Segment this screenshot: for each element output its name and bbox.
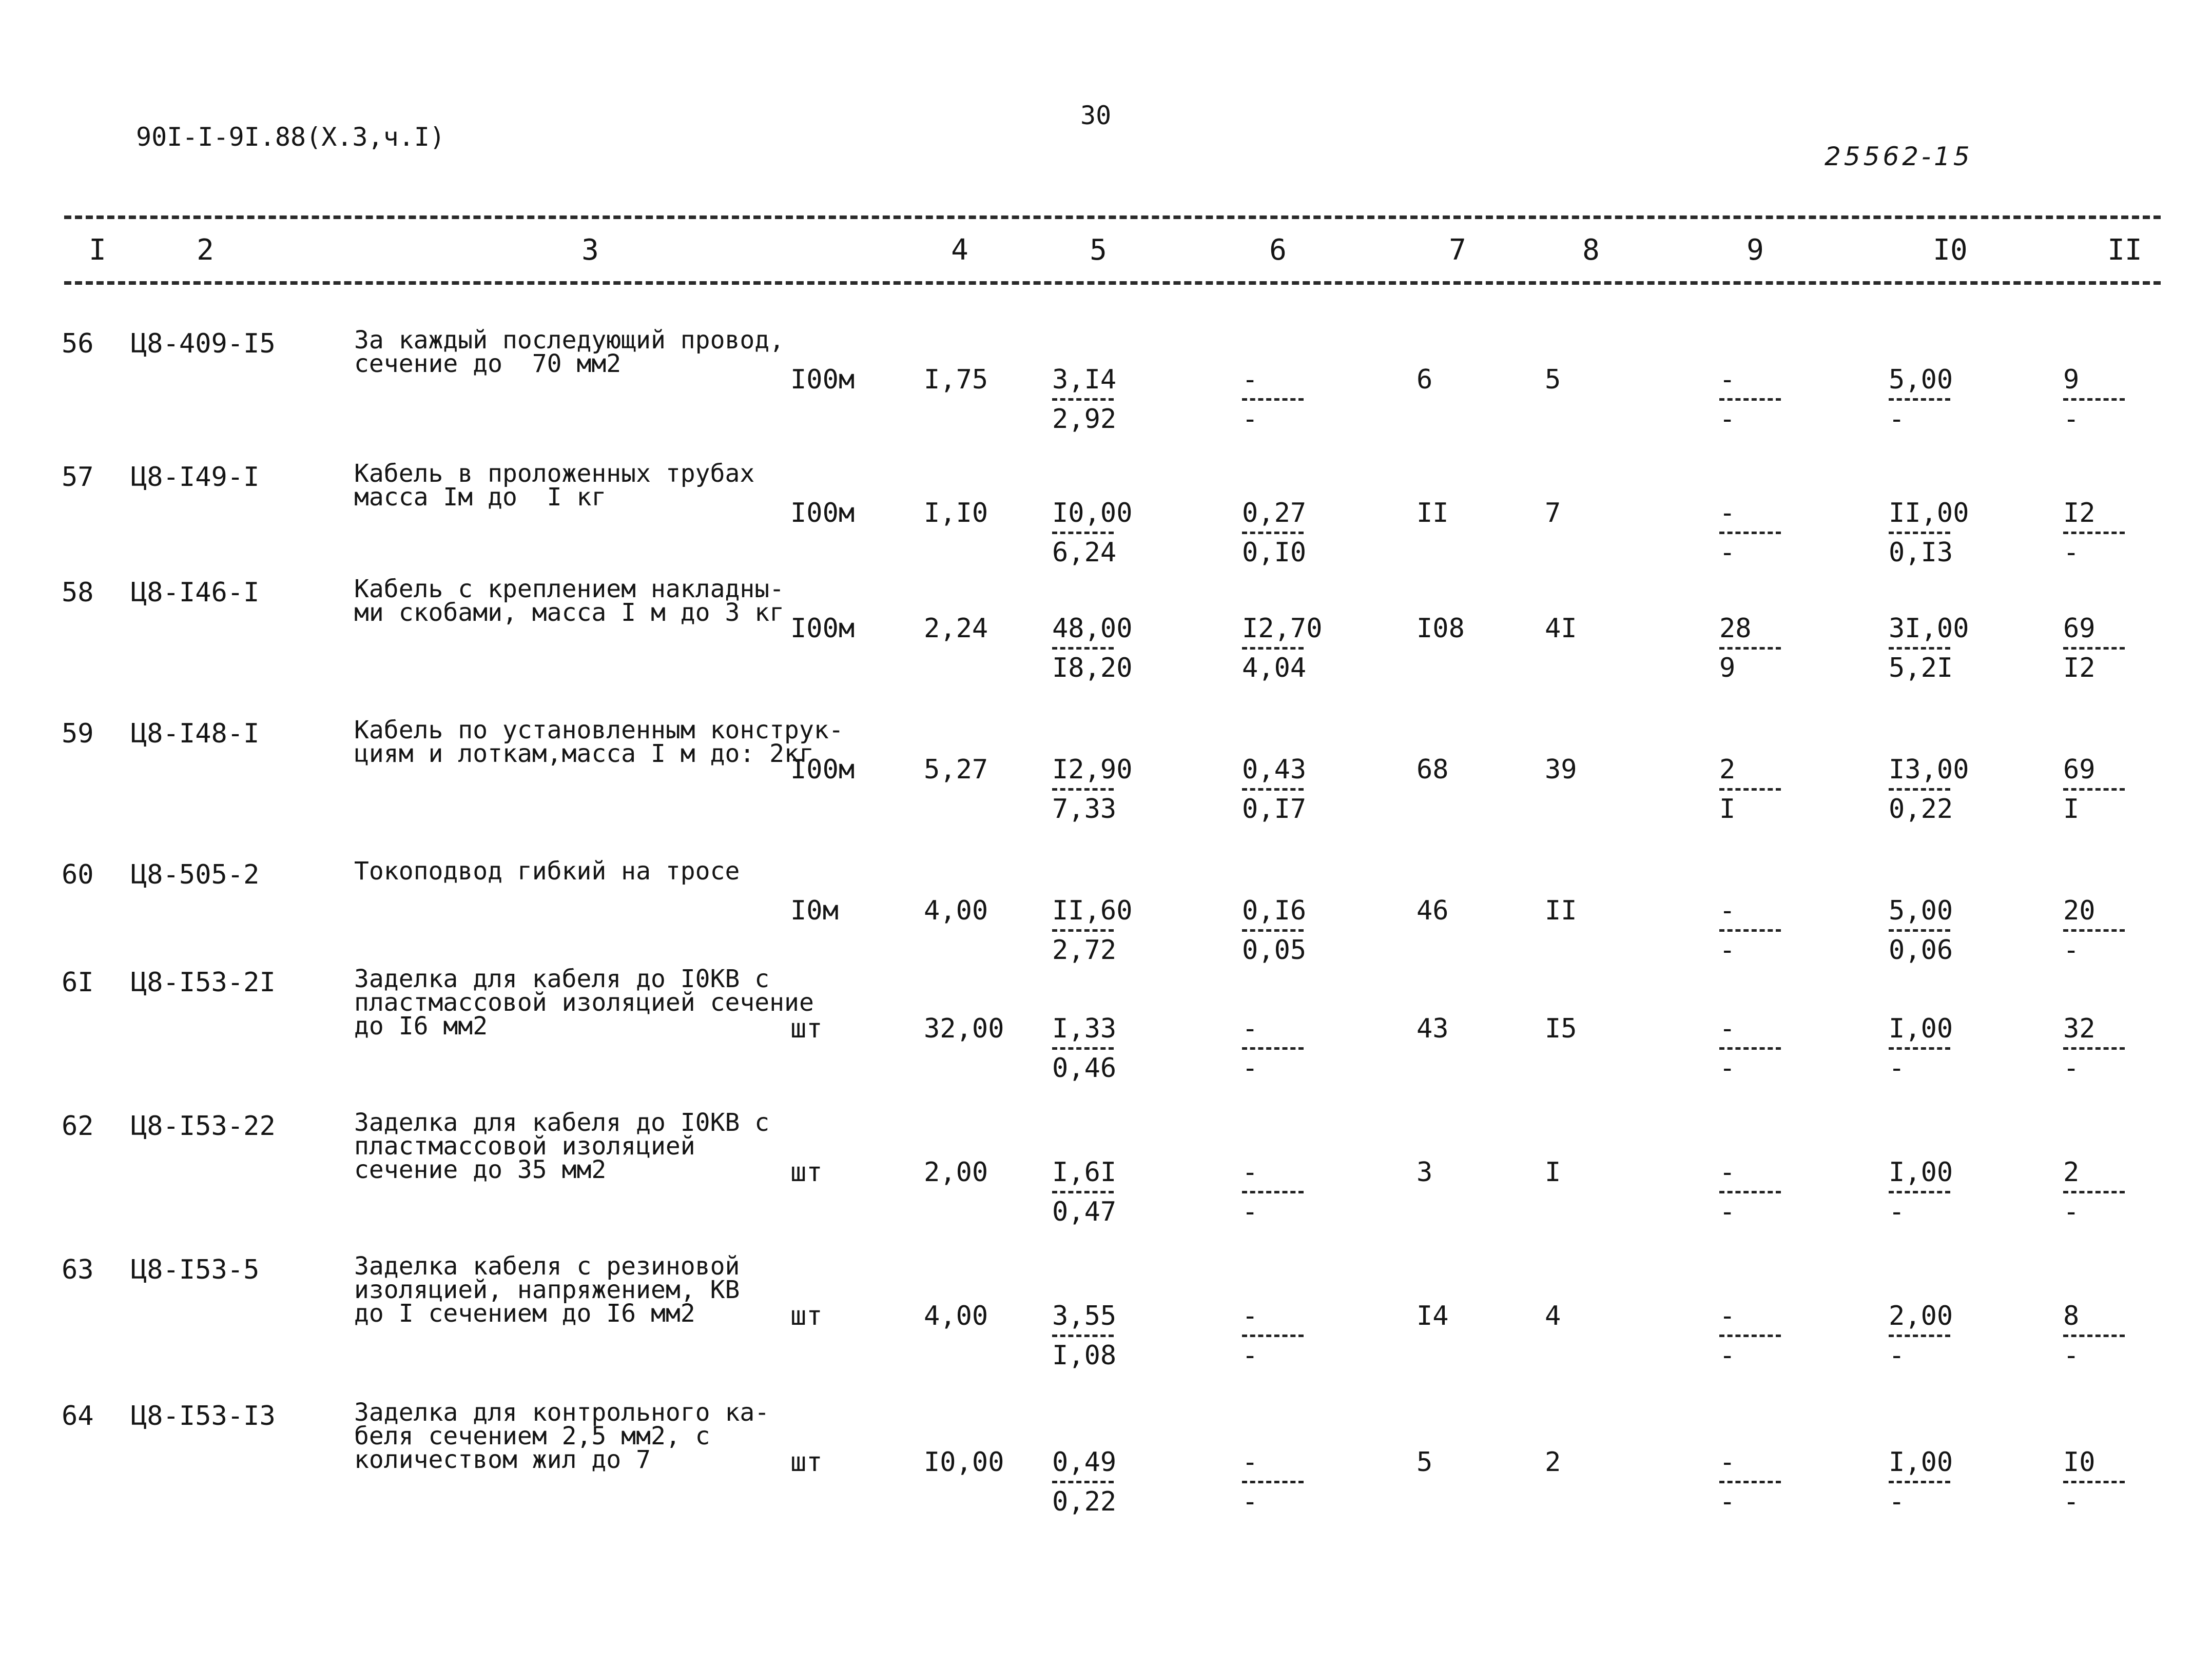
item-code: Ц8-I53-2I [131, 967, 276, 998]
col6-value [1242, 1447, 1360, 1518]
col11-value-numerator: 20 [2063, 895, 2095, 926]
col9-value-denominator: - [1719, 537, 1736, 568]
col9-value [1719, 613, 1837, 684]
row-number: 57 [62, 462, 94, 493]
item-code: Ц8-I48-I [131, 718, 260, 749]
col6-value-denominator: - [1242, 1340, 1258, 1371]
column-number: 4 [951, 233, 968, 267]
fraction-bar [1889, 788, 1950, 791]
col11-value [2063, 1301, 2181, 1372]
col5-value-denominator: 6,24 [1052, 537, 1117, 568]
description-line: количеством жил до 7 [354, 1445, 651, 1474]
item-description [354, 1252, 740, 1328]
fraction-bar [1052, 929, 1114, 932]
col11-value-numerator: I0 [2063, 1447, 2095, 1478]
col10-value-numerator: 3I,00 [1889, 613, 1969, 644]
col5-value-numerator: 3,I4 [1052, 364, 1117, 395]
col6-value-denominator: 0,I7 [1242, 794, 1307, 825]
column-number: II [2107, 233, 2142, 267]
col5-value-numerator: 0,49 [1052, 1447, 1117, 1478]
col7-value: 43 [1417, 1013, 1449, 1044]
col5-value-denominator: 0,22 [1052, 1486, 1117, 1517]
col11-value [2063, 498, 2181, 569]
col11-value [2063, 754, 2181, 826]
item-description [354, 965, 814, 1041]
col11-value-denominator: - [2063, 404, 2080, 435]
col10-value-denominator: 5,2I [1889, 653, 1953, 683]
col11-value [2063, 1157, 2181, 1228]
fraction-bar [2063, 647, 2125, 650]
col5-value-denominator: I8,20 [1052, 653, 1133, 683]
col10-value-denominator: - [1889, 404, 1905, 435]
header-top-rule [64, 215, 2161, 219]
col5-value-numerator: I,33 [1052, 1013, 1117, 1044]
col6-value [1242, 613, 1360, 684]
description-line: Заделка кабеля с резиновой [354, 1252, 740, 1281]
col8-value: I5 [1545, 1013, 1577, 1044]
col11-value [2063, 1013, 2181, 1085]
col10-value-numerator: 5,00 [1889, 364, 1953, 395]
col10-value [1889, 1157, 2007, 1228]
row-number: 56 [62, 328, 94, 359]
col6-value-numerator: - [1242, 1301, 1258, 1331]
description-line: ми скобами, масса I м до 3 кг [354, 598, 785, 627]
col5-value-numerator: II,60 [1052, 895, 1133, 926]
fraction-bar [1889, 1481, 1950, 1483]
col6-value-numerator: - [1242, 1157, 1258, 1188]
col8-value: 5 [1545, 364, 1561, 395]
col11-value-denominator: - [2063, 1053, 2080, 1084]
col10-value [1889, 1301, 2007, 1372]
col9-value-numerator: - [1719, 364, 1736, 395]
fraction-bar [1052, 1047, 1114, 1050]
fraction-bar [2063, 788, 2125, 791]
fraction-bar [1242, 1335, 1304, 1337]
item-description [354, 459, 755, 512]
col8-value: 2 [1545, 1447, 1561, 1478]
column-number: 3 [581, 233, 599, 267]
col9-value-numerator: - [1719, 895, 1736, 926]
unit: I00м [790, 754, 855, 785]
col5-value [1052, 1447, 1170, 1518]
col11-value [2063, 613, 2181, 684]
column-number: 2 [197, 233, 214, 267]
fraction-bar [2063, 532, 2125, 534]
col11-value-numerator: 32 [2063, 1013, 2095, 1044]
col7-value: I4 [1417, 1301, 1449, 1331]
col11-value-denominator: I2 [2063, 653, 2095, 683]
col10-value [1889, 498, 2007, 569]
col10-value [1889, 613, 2007, 684]
description-line: Токоподвод гибкий на тросе [354, 857, 740, 886]
description-line: сечение до 70 мм2 [354, 349, 622, 378]
unit: шт [790, 1301, 823, 1331]
fraction-bar [1889, 1335, 1950, 1337]
col6-value [1242, 754, 1360, 826]
col6-value-numerator: - [1242, 364, 1258, 395]
col6-value-numerator: I2,70 [1242, 613, 1323, 644]
description-line: до I сечением до I6 мм2 [354, 1299, 695, 1328]
col9-value-denominator: - [1719, 1053, 1736, 1084]
col5-value [1052, 895, 1170, 967]
fraction-bar [1719, 647, 1781, 650]
fraction-bar [1889, 1191, 1950, 1193]
col11-value-numerator: 69 [2063, 613, 2095, 644]
col9-value-numerator: - [1719, 1013, 1736, 1044]
item-description [354, 857, 740, 886]
col7-value: 6 [1417, 364, 1433, 395]
col10-value-numerator: 5,00 [1889, 895, 1953, 926]
item-description [354, 718, 844, 766]
col11-value-numerator: 8 [2063, 1301, 2080, 1331]
col10-value [1889, 1447, 2007, 1518]
col9-value-denominator: I [1719, 794, 1736, 825]
unit: I0м [790, 895, 839, 926]
col9-value [1719, 1447, 1837, 1518]
col5-value-denominator: 7,33 [1052, 794, 1117, 825]
quantity: 2,00 [924, 1157, 988, 1188]
description-line: Заделка для кабеля до I0КВ с [354, 965, 770, 993]
col11-value-denominator: - [2063, 1340, 2080, 1371]
row-number: 58 [62, 577, 94, 608]
col11-value-denominator: - [2063, 537, 2080, 568]
description-line: Заделка для кабеля до I0КВ с [354, 1108, 770, 1137]
col6-value-denominator: - [1242, 1486, 1258, 1517]
fraction-bar [1242, 788, 1304, 791]
fraction-bar [2063, 1481, 2125, 1483]
col9-value-numerator: 28 [1719, 613, 1752, 644]
col7-value: 46 [1417, 895, 1449, 926]
description-line: изоляцией, напряжением, КВ [354, 1276, 740, 1304]
col10-value-denominator: - [1889, 1340, 1905, 1371]
col9-value-numerator: - [1719, 1157, 1736, 1188]
fraction-bar [1242, 398, 1304, 401]
col9-value-numerator: - [1719, 1301, 1736, 1331]
col10-value [1889, 754, 2007, 826]
item-description [354, 1108, 770, 1184]
description-line: беля сечением 2,5 мм2, с [354, 1422, 710, 1450]
col9-value [1719, 895, 1837, 967]
col10-value-numerator: I3,00 [1889, 754, 1969, 785]
col6-value [1242, 364, 1360, 436]
fraction-bar [1719, 532, 1781, 534]
col10-value-numerator: II,00 [1889, 498, 1969, 528]
col6-value-numerator: 0,I6 [1242, 895, 1307, 926]
unit: шт [790, 1447, 823, 1478]
col11-value-numerator: 69 [2063, 754, 2095, 785]
col7-value: I08 [1417, 613, 1465, 644]
fraction-bar [1719, 398, 1781, 401]
col9-value-denominator: - [1719, 1340, 1736, 1371]
col10-value-numerator: I,00 [1889, 1447, 1953, 1478]
col6-value-denominator: 0,05 [1242, 935, 1307, 966]
quantity: 32,00 [924, 1013, 1004, 1044]
col10-value-denominator: - [1889, 1486, 1905, 1517]
col10-value-numerator: I,00 [1889, 1013, 1953, 1044]
col9-value-denominator: - [1719, 1197, 1736, 1227]
col10-value-denominator: - [1889, 1197, 1905, 1227]
unit: I00м [790, 613, 855, 644]
col5-value-numerator: I,6I [1052, 1157, 1117, 1188]
col10-value-denominator: 0,I3 [1889, 537, 1953, 568]
col5-value [1052, 364, 1170, 436]
fraction-bar [1052, 647, 1114, 650]
column-number: 8 [1582, 233, 1600, 267]
col7-value: 3 [1417, 1157, 1433, 1188]
unit: I00м [790, 364, 855, 395]
row-number: 60 [62, 859, 94, 890]
col11-value [2063, 1447, 2181, 1518]
quantity: 5,27 [924, 754, 988, 785]
row-number: 64 [62, 1401, 94, 1431]
col10-value-denominator: 0,06 [1889, 935, 1953, 966]
row-number: 62 [62, 1111, 94, 1142]
fraction-bar [1719, 1335, 1781, 1337]
col8-value: II [1545, 895, 1577, 926]
row-number: 63 [62, 1254, 94, 1285]
col11-value-numerator: 2 [2063, 1157, 2080, 1188]
fraction-bar [1052, 1191, 1114, 1193]
col8-value: 4 [1545, 1301, 1561, 1331]
col5-value-denominator: 2,72 [1052, 935, 1117, 966]
description-line: до I6 мм2 [354, 1012, 488, 1041]
col6-value-denominator: 4,04 [1242, 653, 1307, 683]
column-number: 5 [1090, 233, 1107, 267]
fraction-bar [1242, 647, 1304, 650]
col8-value: 4I [1545, 613, 1577, 644]
fraction-bar [1889, 398, 1950, 401]
col9-value-denominator: - [1719, 1486, 1736, 1517]
fraction-bar [2063, 1191, 2125, 1193]
description-line: циям и лоткам,масса I м до: 2кг [354, 739, 814, 768]
column-number: 9 [1747, 233, 1764, 267]
col8-value: 7 [1545, 498, 1561, 528]
fraction-bar [1719, 1191, 1781, 1193]
fraction-bar [1719, 929, 1781, 932]
col9-value [1719, 364, 1837, 436]
fraction-bar [2063, 1335, 2125, 1337]
col6-value-numerator: 0,27 [1242, 498, 1307, 528]
description-line: Кабель по установленным конструк- [354, 716, 844, 744]
column-number: I [89, 233, 106, 267]
col5-value [1052, 1301, 1170, 1372]
fraction-bar [1052, 532, 1114, 534]
fraction-bar [1719, 1481, 1781, 1483]
column-number: 6 [1269, 233, 1287, 267]
col9-value-denominator: - [1719, 935, 1736, 966]
col6-value [1242, 1301, 1360, 1372]
col6-value-denominator: - [1242, 1053, 1258, 1084]
fraction-bar [1052, 788, 1114, 791]
fraction-bar [1889, 532, 1950, 534]
col10-value [1889, 895, 2007, 967]
col5-value [1052, 613, 1170, 684]
stamp-number: 25562-15 [1825, 142, 1973, 171]
col5-value-numerator: I0,00 [1052, 498, 1133, 528]
col9-value [1719, 1301, 1837, 1372]
col5-value-numerator: I2,90 [1052, 754, 1133, 785]
col6-value [1242, 1157, 1360, 1228]
col10-value-denominator: - [1889, 1053, 1905, 1084]
description-line: За каждый последующий провод, [354, 326, 785, 355]
fraction-bar [1242, 929, 1304, 932]
item-code: Ц8-I49-I [131, 462, 260, 493]
col6-value [1242, 498, 1360, 569]
column-number: 7 [1449, 233, 1466, 267]
col5-value-denominator: 2,92 [1052, 404, 1117, 435]
unit: I00м [790, 498, 855, 528]
description-line: Кабель в проложенных трубах [354, 459, 755, 488]
col9-value [1719, 1157, 1837, 1228]
unit: шт [790, 1013, 823, 1044]
col5-value-numerator: 48,00 [1052, 613, 1133, 644]
col11-value-denominator: - [2063, 1197, 2080, 1227]
col11-value-denominator: - [2063, 935, 2080, 966]
col9-value-numerator: - [1719, 498, 1736, 528]
col11-value-numerator: I2 [2063, 498, 2095, 528]
description-line: сечение до 35 мм2 [354, 1155, 607, 1184]
item-code: Ц8-I53-5 [131, 1254, 260, 1285]
col11-value-numerator: 9 [2063, 364, 2080, 395]
col6-value-denominator: - [1242, 404, 1258, 435]
col9-value-denominator: - [1719, 404, 1736, 435]
fraction-bar [1052, 1335, 1114, 1337]
fraction-bar [1242, 1047, 1304, 1050]
col5-value [1052, 498, 1170, 569]
quantity: 2,24 [924, 613, 988, 644]
fraction-bar [1052, 398, 1114, 401]
quantity: I,75 [924, 364, 988, 395]
page-number: 30 [1080, 101, 1112, 130]
fraction-bar [1889, 1047, 1950, 1050]
col6-value [1242, 895, 1360, 967]
row-number: 6I [62, 967, 94, 998]
col11-value [2063, 364, 2181, 436]
fraction-bar [2063, 1047, 2125, 1050]
col11-value [2063, 895, 2181, 967]
col9-value-numerator: 2 [1719, 754, 1736, 785]
col11-value-denominator: I [2063, 794, 2080, 825]
item-code: Ц8-I46-I [131, 577, 260, 608]
fraction-bar [1242, 1191, 1304, 1193]
col5-value-numerator: 3,55 [1052, 1301, 1117, 1331]
col5-value [1052, 1157, 1170, 1228]
fraction-bar [1889, 647, 1950, 650]
col10-value [1889, 1013, 2007, 1085]
description-line: Кабель с креплением накладны- [354, 575, 785, 603]
quantity: 4,00 [924, 895, 988, 926]
col5-value-denominator: 0,47 [1052, 1197, 1117, 1227]
fraction-bar [1052, 1481, 1114, 1483]
item-code: Ц8-409-I5 [131, 328, 276, 359]
quantity: I,I0 [924, 498, 988, 528]
description-line: пластмассовой изоляцией [354, 1132, 695, 1161]
col6-value-numerator: 0,43 [1242, 754, 1307, 785]
fraction-bar [1719, 1047, 1781, 1050]
fraction-bar [1242, 1481, 1304, 1483]
fraction-bar [1889, 929, 1950, 932]
quantity: 4,00 [924, 1301, 988, 1331]
description-line: масса Iм до I кг [354, 483, 607, 512]
item-description [354, 575, 785, 627]
col7-value: 5 [1417, 1447, 1433, 1478]
col6-value-numerator: - [1242, 1447, 1258, 1478]
fraction-bar [1242, 532, 1304, 534]
item-code: Ц8-I53-I3 [131, 1401, 276, 1431]
quantity: I0,00 [924, 1447, 1004, 1478]
col5-value [1052, 1013, 1170, 1085]
col6-value-denominator: - [1242, 1197, 1258, 1227]
col10-value-numerator: I,00 [1889, 1157, 1953, 1188]
col7-value: 68 [1417, 754, 1449, 785]
item-code: Ц8-I53-22 [131, 1111, 276, 1142]
col8-value: I [1545, 1157, 1561, 1188]
description-line: пластмассовой изоляцией сечение [354, 988, 814, 1017]
col9-value [1719, 1013, 1837, 1085]
fraction-bar [1719, 788, 1781, 791]
col9-value-numerator: - [1719, 1447, 1736, 1478]
col6-value [1242, 1013, 1360, 1085]
header-bottom-rule [64, 281, 2161, 285]
col10-value-denominator: 0,22 [1889, 794, 1953, 825]
col10-value-numerator: 2,00 [1889, 1301, 1953, 1331]
col7-value: II [1417, 498, 1449, 528]
document-code: 90I-I-9I.88(X.3,ч.I) [136, 122, 445, 152]
description-line: Заделка для контрольного ка- [354, 1398, 770, 1427]
col8-value: 39 [1545, 754, 1577, 785]
col5-value [1052, 754, 1170, 826]
col10-value [1889, 364, 2007, 436]
column-number: I0 [1933, 233, 1968, 267]
unit: шт [790, 1157, 823, 1188]
item-description [354, 1398, 770, 1474]
fraction-bar [2063, 398, 2125, 401]
item-description [354, 328, 784, 376]
col6-value-numerator: - [1242, 1013, 1258, 1044]
col9-value [1719, 754, 1837, 826]
col9-value-denominator: 9 [1719, 653, 1736, 683]
col9-value [1719, 498, 1837, 569]
col5-value-denominator: I,08 [1052, 1340, 1117, 1371]
row-number: 59 [62, 718, 94, 749]
item-code: Ц8-505-2 [131, 859, 260, 890]
col5-value-denominator: 0,46 [1052, 1053, 1117, 1084]
col6-value-denominator: 0,I0 [1242, 537, 1307, 568]
col11-value-denominator: - [2063, 1486, 2080, 1517]
fraction-bar [2063, 929, 2125, 932]
